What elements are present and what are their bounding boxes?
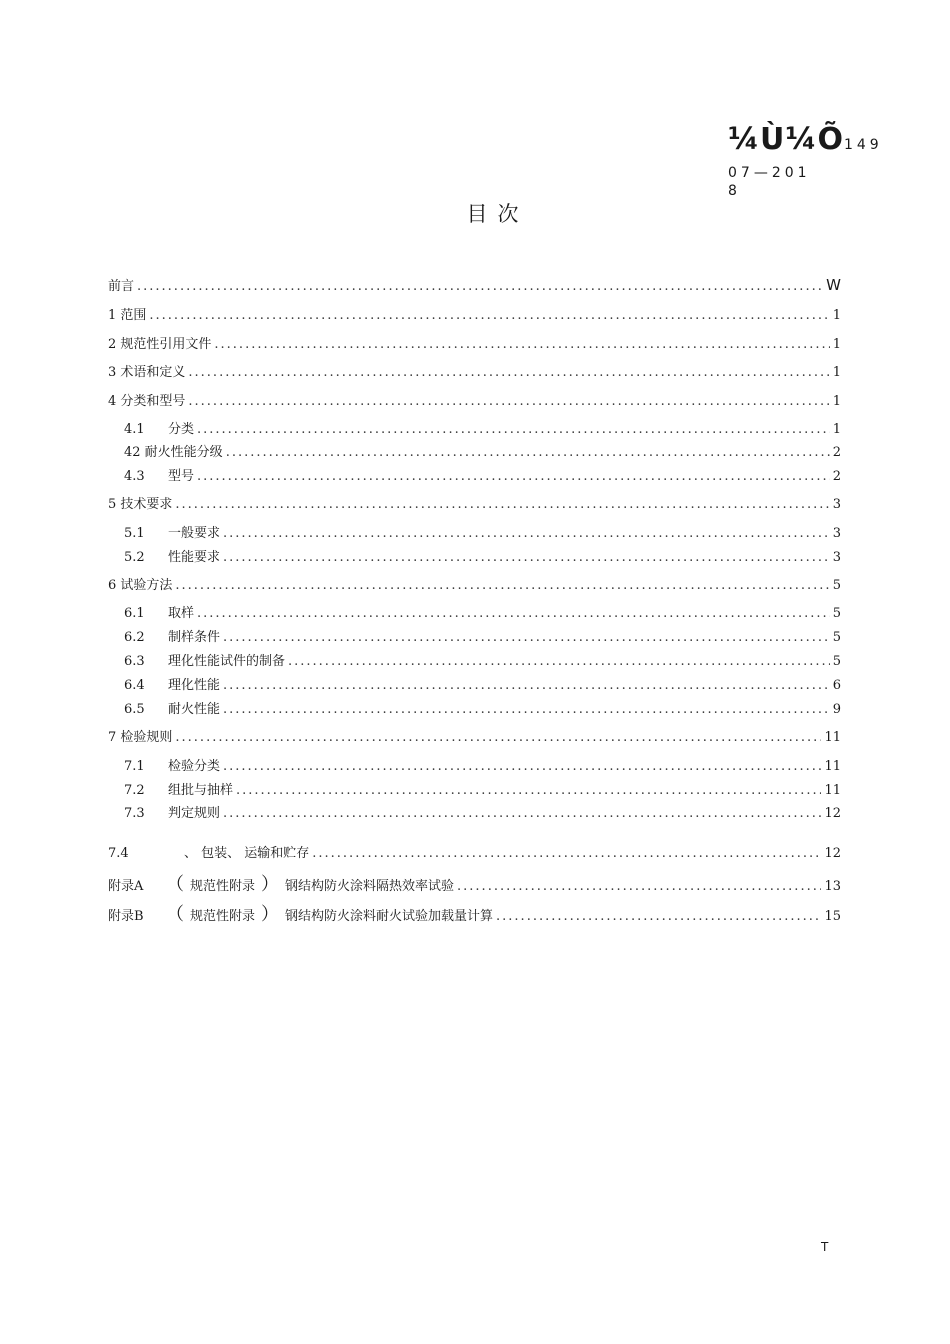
toc-appendix-prefix: 附录B: [108, 909, 144, 924]
toc-page-number: 12: [824, 806, 841, 821]
toc-leader: [149, 307, 829, 325]
toc-page-number: 13: [824, 879, 841, 894]
toc-leader: [236, 782, 821, 800]
toc-label: 耐火性能: [168, 702, 221, 717]
toc-section-number: 7.1: [124, 759, 145, 774]
toc-appendix-paren-close: ）: [261, 874, 280, 895]
standard-code-number: 149: [843, 137, 883, 153]
toc-leader: [312, 845, 821, 863]
toc-label: 性能要求: [168, 550, 221, 565]
toc-leader: [197, 421, 830, 439]
toc-label: 、 包装、 运输和贮存: [184, 846, 310, 861]
toc-leader: [223, 525, 830, 543]
toc-entry-7-2[interactable]: [124, 782, 841, 800]
toc-label: 一般要求: [168, 526, 221, 541]
toc-section-number: 6.5: [124, 702, 145, 717]
toc-appendix-type: 规范性附录: [190, 909, 256, 924]
toc-label: 4 分类和型号: [108, 394, 186, 409]
toc-entry-6-5[interactable]: [124, 701, 841, 719]
toc-label: 型号: [168, 469, 195, 484]
toc-page-number: 1: [832, 422, 841, 437]
toc-entry-classification[interactable]: [108, 393, 841, 411]
toc-appendix-paren-open: （: [166, 874, 184, 895]
toc-label: 取样: [168, 606, 195, 621]
toc-leader: [197, 468, 830, 486]
toc-page-number: 5: [832, 630, 841, 645]
toc-entry-4-3[interactable]: [124, 468, 841, 486]
toc-entry-6-2[interactable]: [124, 629, 841, 647]
toc-leader: [223, 677, 830, 695]
toc-leader: [496, 908, 821, 926]
toc-entry-7-3[interactable]: [124, 805, 841, 823]
toc-leader: [223, 549, 830, 567]
toc-page-number: 11: [824, 759, 841, 774]
toc-label: 42 耐火性能分级: [124, 445, 223, 460]
toc-label: 组批与抽样: [168, 783, 234, 798]
toc-entry-7-4[interactable]: [108, 845, 841, 863]
toc-section-number: 6.2: [124, 630, 145, 645]
toc-page-number: 3: [832, 526, 841, 541]
toc-page-number: 2: [832, 469, 841, 484]
toc-entry-4-1[interactable]: [124, 421, 841, 439]
toc-label: 理化性能: [168, 678, 221, 693]
toc-section-number: 6.1: [124, 606, 145, 621]
toc-label: 5 技术要求: [108, 497, 173, 512]
toc-page-number: 5: [832, 654, 841, 669]
standard-code-main: ¼Ù¼Õ: [728, 122, 844, 157]
toc-page-number: 3: [832, 550, 841, 565]
toc-leader: [288, 653, 830, 671]
toc-page-number: 2: [832, 445, 841, 460]
toc-leader: [223, 701, 830, 719]
toc-page-number: 1: [832, 365, 841, 380]
toc-label: 2 规范性引用文件: [108, 337, 212, 352]
toc-entry-test-methods[interactable]: [108, 577, 841, 595]
toc-leader: [137, 278, 823, 296]
toc-section-number: 6.4: [124, 678, 145, 693]
standard-code-line2: 07—201: [728, 165, 811, 181]
toc-entry-foreword[interactable]: [108, 276, 841, 296]
toc-appendix-paren-open: （: [166, 904, 184, 925]
toc-page-number: 1: [832, 394, 841, 409]
toc-entry-6-4[interactable]: [124, 677, 841, 695]
toc-page-number: 11: [824, 730, 841, 745]
toc-entry-appendix-b[interactable]: [108, 906, 841, 926]
toc-entry-scope[interactable]: [108, 307, 841, 325]
toc-leader: [188, 393, 829, 411]
toc-leader: [223, 758, 821, 776]
toc-label: 6 试验方法: [108, 578, 173, 593]
toc-leader: [188, 364, 829, 382]
toc-section-number: 4.3: [124, 469, 145, 484]
toc-entry-5-2[interactable]: [124, 549, 841, 567]
toc-page-number: W: [826, 276, 841, 294]
toc-label: 1 范围: [108, 308, 147, 323]
toc-label: 3 术语和定义: [108, 365, 186, 380]
toc-appendix-paren-close: ）: [261, 904, 280, 925]
toc-section-number: 6.3: [124, 654, 145, 669]
toc-label: 分类: [168, 422, 195, 437]
toc-section-number: 5.1: [124, 526, 145, 541]
toc-leader: [226, 444, 830, 462]
toc-entry-6-1[interactable]: [124, 605, 841, 623]
toc-leader: [214, 336, 829, 354]
toc-appendix-type: 规范性附录: [190, 879, 256, 894]
toc-entry-4-2[interactable]: [124, 444, 841, 462]
toc-entry-inspection-rules[interactable]: [108, 729, 841, 747]
toc-section-number: 4.1: [124, 422, 145, 437]
toc-entry-technical-requirements[interactable]: [108, 496, 841, 514]
toc-label: 7 检验规则: [108, 730, 173, 745]
toc-label: 前言: [108, 279, 135, 294]
toc-entry-normative-references[interactable]: [108, 336, 841, 354]
toc-appendix-prefix: 附录A: [108, 879, 144, 894]
toc-page-number: 5: [832, 606, 841, 621]
toc-page-number: 5: [832, 578, 841, 593]
toc-leader: [175, 496, 829, 514]
toc-entry-terms[interactable]: [108, 364, 841, 382]
page-title: 目次: [466, 202, 529, 226]
toc-label: 钢结构防火涂料隔热效率试验: [285, 879, 455, 894]
standard-code-line3: 8: [728, 183, 737, 199]
toc-entry-appendix-a[interactable]: [108, 876, 841, 896]
toc-page-number: 3: [832, 497, 841, 512]
toc-page-number: 15: [824, 909, 841, 924]
toc-entry-5-1[interactable]: [124, 525, 841, 543]
toc-page-number: 9: [832, 702, 841, 717]
toc-section-number: 7.3: [124, 806, 145, 821]
toc-page-number: 12: [824, 846, 841, 861]
toc-leader: [223, 629, 830, 647]
toc-section-number: 7.2: [124, 783, 145, 798]
standard-code: [728, 122, 883, 199]
toc-page-number: 1: [832, 308, 841, 323]
toc-leader: [175, 577, 829, 595]
toc-label: 钢结构防火涂料耐火试验加载量计算: [285, 909, 494, 924]
toc-label: 制样条件: [168, 630, 221, 645]
toc-entry-6-3[interactable]: [124, 653, 841, 671]
toc-label: 判定规则: [168, 806, 221, 821]
toc-entry-7-1[interactable]: [124, 758, 841, 776]
page-footer-mark: T: [821, 1240, 829, 1254]
toc-section-number: 5.2: [124, 550, 145, 565]
toc-page-number: 6: [832, 678, 841, 693]
toc-page-number: 1: [832, 337, 841, 352]
toc-leader: [457, 878, 821, 896]
toc-section-number: 7.4: [108, 846, 129, 861]
toc-label: 检验分类: [168, 759, 221, 774]
toc-label: 理化性能试件的制备: [168, 654, 286, 669]
toc-page-number: 11: [824, 783, 841, 798]
toc-leader: [175, 729, 821, 747]
toc-leader: [197, 605, 830, 623]
toc-leader: [223, 805, 821, 823]
